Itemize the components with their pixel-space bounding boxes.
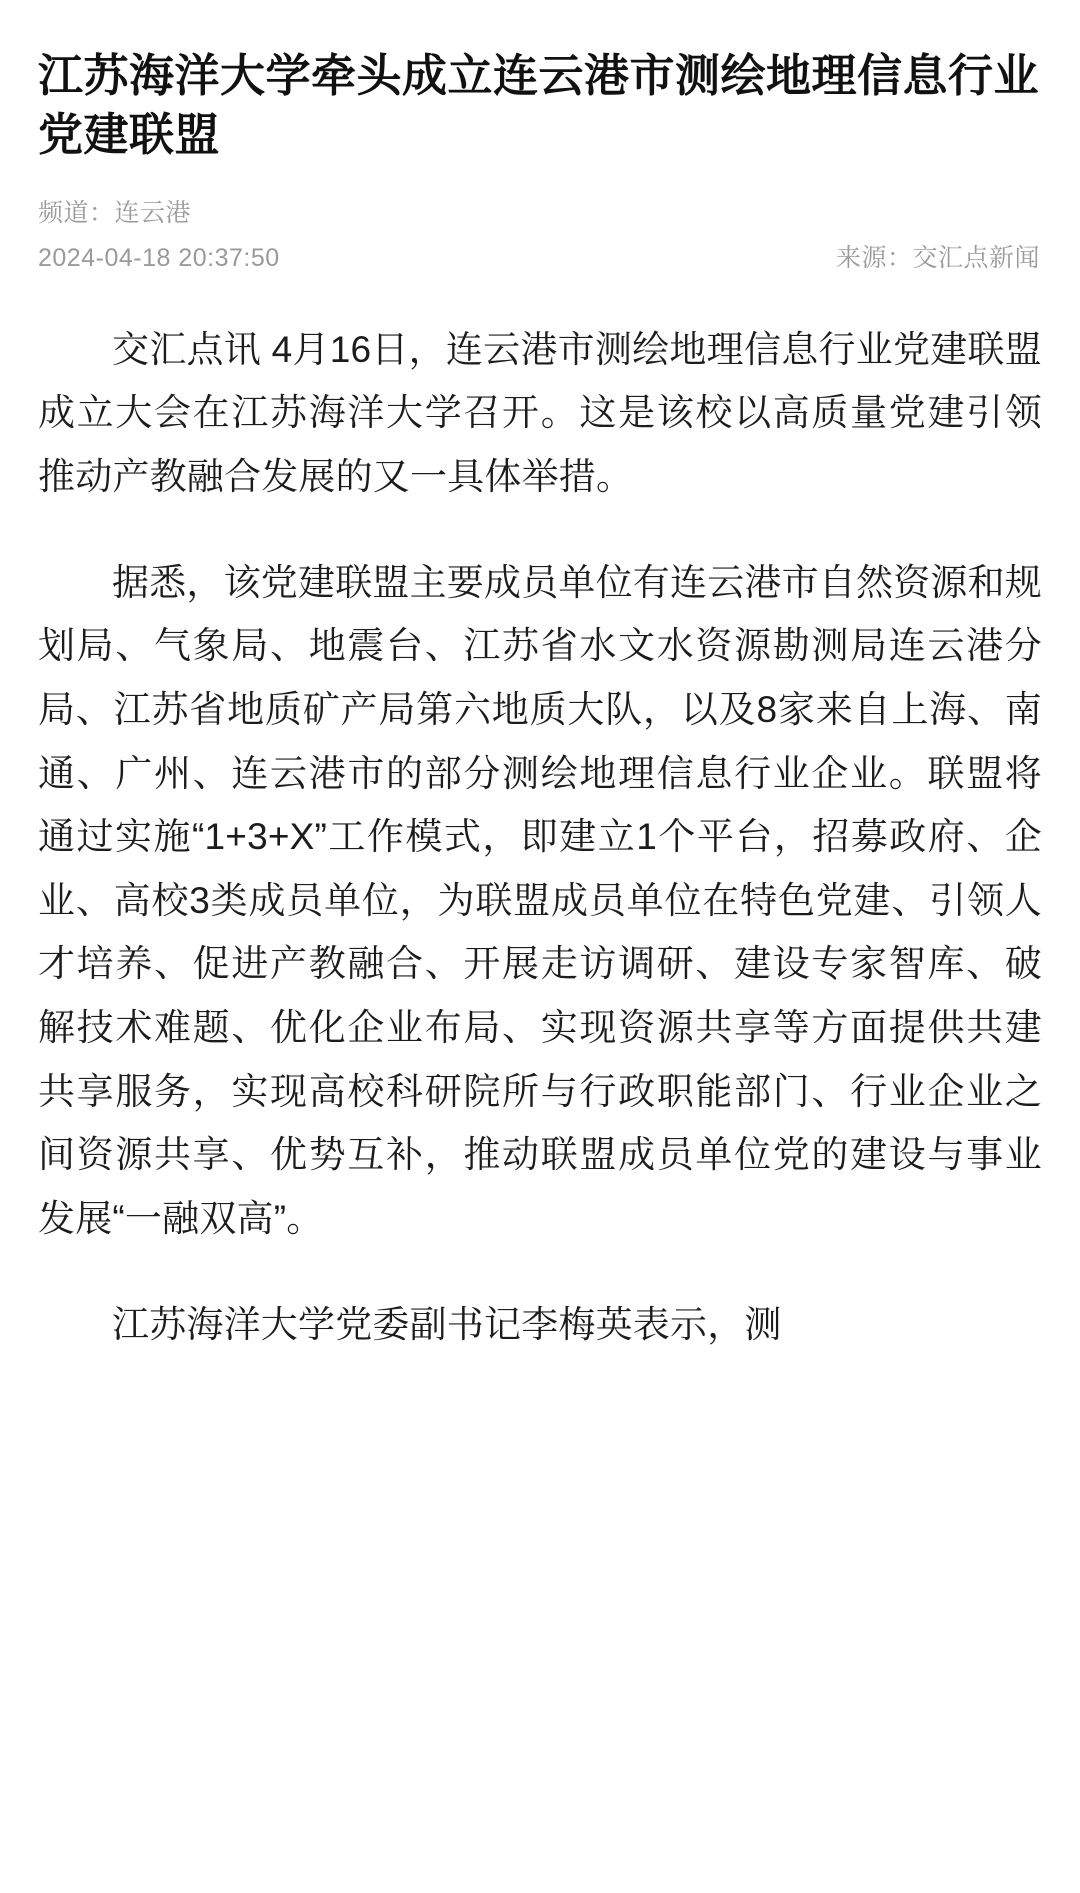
publish-timestamp: 2024-04-18 20:37:50 xyxy=(38,244,280,273)
meta-row xyxy=(38,240,1040,278)
page-title: 江苏海洋大学牵头成立连云港市测绘地理信息行业党建联盟 xyxy=(38,50,1040,161)
article-paragraph: 据悉，该党建联盟主要成员单位有连云港市自然资源和规划局、气象局、地震台、江苏省水文水资源勘测局连云港分局、江苏省地质矿产局第六地质大队，以及8家来自上海、南通、广州、连云港市的部分测绘地理信息行业企业。联盟将通过实施“1+3+X”工作模式，即建立1个平台，招募政府、企业、高校3类成员单位，为联盟成员单位在特色党建、引领人才培养、促进产教融合、开展走访调研、建设专家智库、破解技术难题、优化企业布局、实现资源共享等方面提供共建共享服务，实现高校科研院所与行政职能部门、行业企业之间资源共享、优势互补，推动联盟成员单位党的建设与事业发展“一融双高”。 xyxy=(38,561,1042,1239)
article-paragraph: 江苏海洋大学党委副书记李梅英表示，测 xyxy=(112,1303,782,1345)
source-label: 来源：交汇点新闻 xyxy=(835,244,1040,273)
article-paragraph: 交汇点讯 4月16日，连云港市测绘地理信息行业党建联盟成立大会在江苏海洋大学召开。这是该校以高质量党建引领推动产教融合发展的又一具体举措。 xyxy=(38,328,1042,498)
article-meta xyxy=(36,195,1044,278)
article-body xyxy=(36,318,1044,1356)
channel-label: 频道：连云港 xyxy=(38,198,192,227)
